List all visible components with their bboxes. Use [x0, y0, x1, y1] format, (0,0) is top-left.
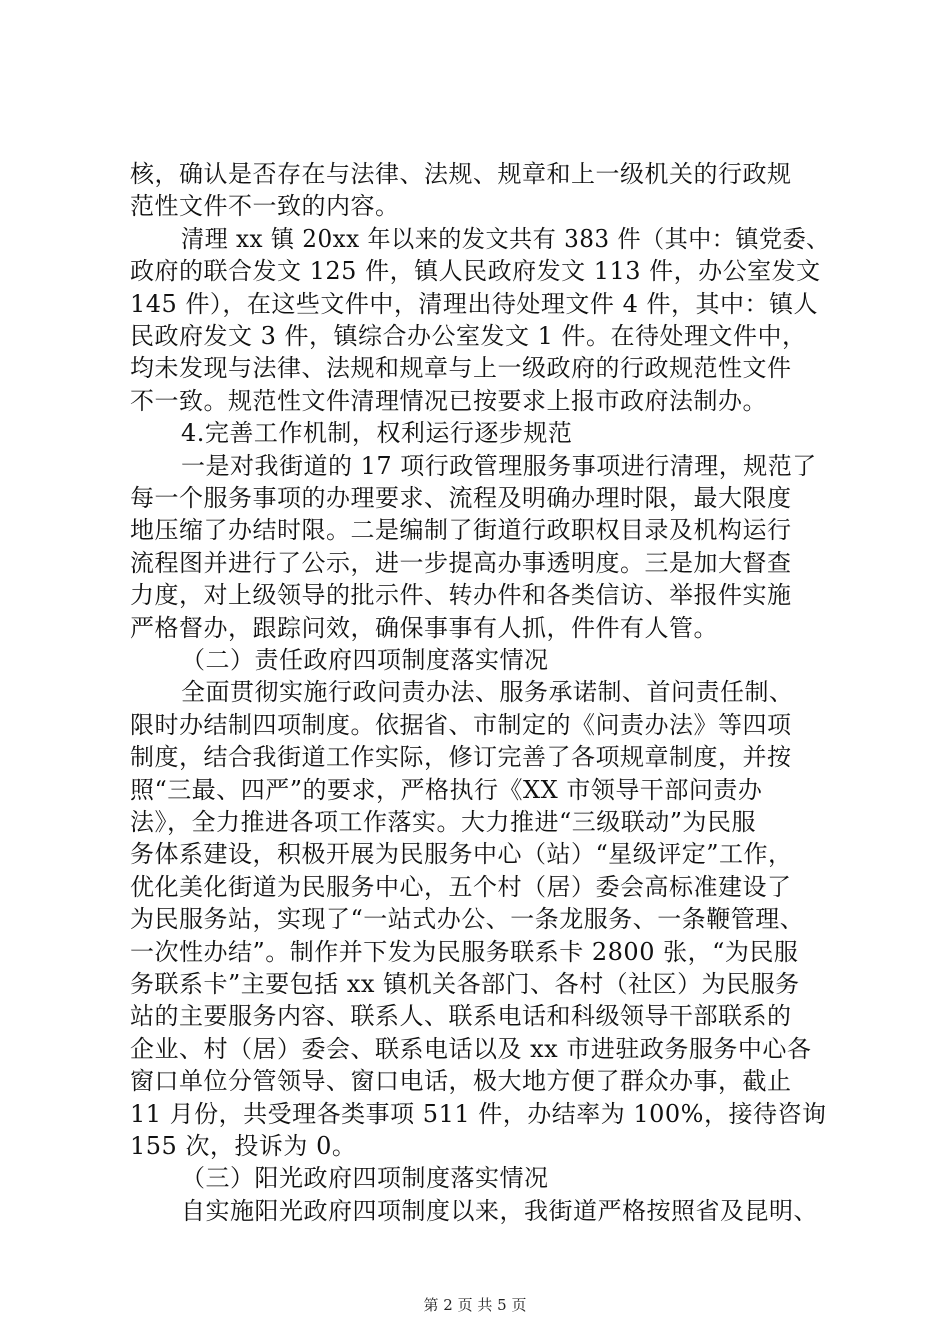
text-line: 优化美化街道为民服务中心，五个村（居）委会高标准建设了 [130, 872, 792, 901]
text-line: 务联系卡”主要包括 xx 镇机关各部门、各村（社区）为民服务 [130, 970, 800, 998]
text-line: 一次性办结”。制作并下发为民服务联系卡 2800 张，“为民服 [130, 937, 799, 966]
text-line: 限时办结制四项制度。依据省、市制定的《问责办法》等四项 [130, 710, 792, 739]
text-line: 全面贯彻实施行政问责办法、服务承诺制、首问责任制、 [181, 678, 794, 707]
text-line: 不一致。规范性文件清理情况已按要求上报市政府法制办。 [130, 386, 767, 415]
text-line: 制度，结合我街道工作实际，修订完善了各项规章制度，并按 [130, 743, 792, 772]
section-heading: 4.完善工作机制，权利运行逐步规范 [181, 419, 573, 448]
text-line: 清理 xx 镇 20xx 年以来的发文共有 383 件（其中：镇党委、 [181, 224, 830, 253]
text-line: 每一个服务事项的办理要求、流程及明确办理时限，最大限度 [130, 484, 792, 512]
text-line: 11 月份，共受理各类事项 511 件，办结率为 100%，接待咨询 [130, 1099, 827, 1128]
text-line: 力度，对上级领导的批示件、转办件和各类信访、举报件实施 [130, 581, 792, 610]
text-line: 范性文件不一致的内容。 [130, 192, 400, 221]
text-line: 自实施阳光政府四项制度以来，我街道严格按照省及昆明、 [181, 1196, 818, 1225]
section-heading: （二）责任政府四项制度落实情况 [181, 646, 549, 674]
text-line: 为民服务站，实现了“一站式办公、一条龙服务、一条鞭管理、 [130, 905, 805, 934]
text-line: 均未发现与法律、法规和规章与上一级政府的行政规范性文件 [130, 354, 792, 383]
text-line: 照“三最、四严”的要求，严格执行《XX 市领导干部问责办 [130, 775, 763, 804]
text-line: 一是对我街道的 17 项行政管理服务事项进行清理，规范了 [181, 451, 817, 480]
text-line: 155 次，投诉为 0。 [130, 1132, 357, 1160]
text-line: 地压缩了办结时限。二是编制了街道行政职权目录及机构运行 [130, 516, 792, 545]
text-line: 145 件），在这些文件中，清理出待处理文件 4 件，其中：镇人 [130, 289, 818, 318]
text-line: 站的主要服务内容、联系人、联系电话和科级领导干部联系的 [130, 1002, 792, 1031]
page-number-footer: 第 2 页 共 5 页 [423, 1296, 527, 1314]
text-line: 民政府发文 3 件，镇综合办公室发文 1 件。在待处理文件中， [130, 322, 807, 350]
text-line: 务体系建设，积极开展为民服务中心（站）“星级评定”工作， [130, 840, 793, 869]
section-heading: （三）阳光政府四项制度落实情况 [181, 1164, 549, 1193]
text-line: 窗口单位分管领导、窗口电话，极大地方便了群众办事，截止 [130, 1067, 792, 1096]
text-line: 法》，全力推进各项工作落实。大力推进“三级联动”为民服 [130, 808, 757, 836]
text-line: 核，确认是否存在与法律、法规、规章和上一级机关的行政规 [130, 160, 792, 188]
text-line: 严格督办，跟踪问效，确保事事有人抓，件件有人管。 [130, 613, 718, 642]
text-line: 政府的联合发文 125 件，镇人民政府发文 113 件，办公室发文 [130, 257, 821, 286]
text-line: 企业、村（居）委会、联系电话以及 xx 市进驻政务服务中心各 [130, 1034, 812, 1063]
text-line: 流程图并进行了公示，进一步提高办事透明度。三是加大督查 [130, 548, 792, 577]
